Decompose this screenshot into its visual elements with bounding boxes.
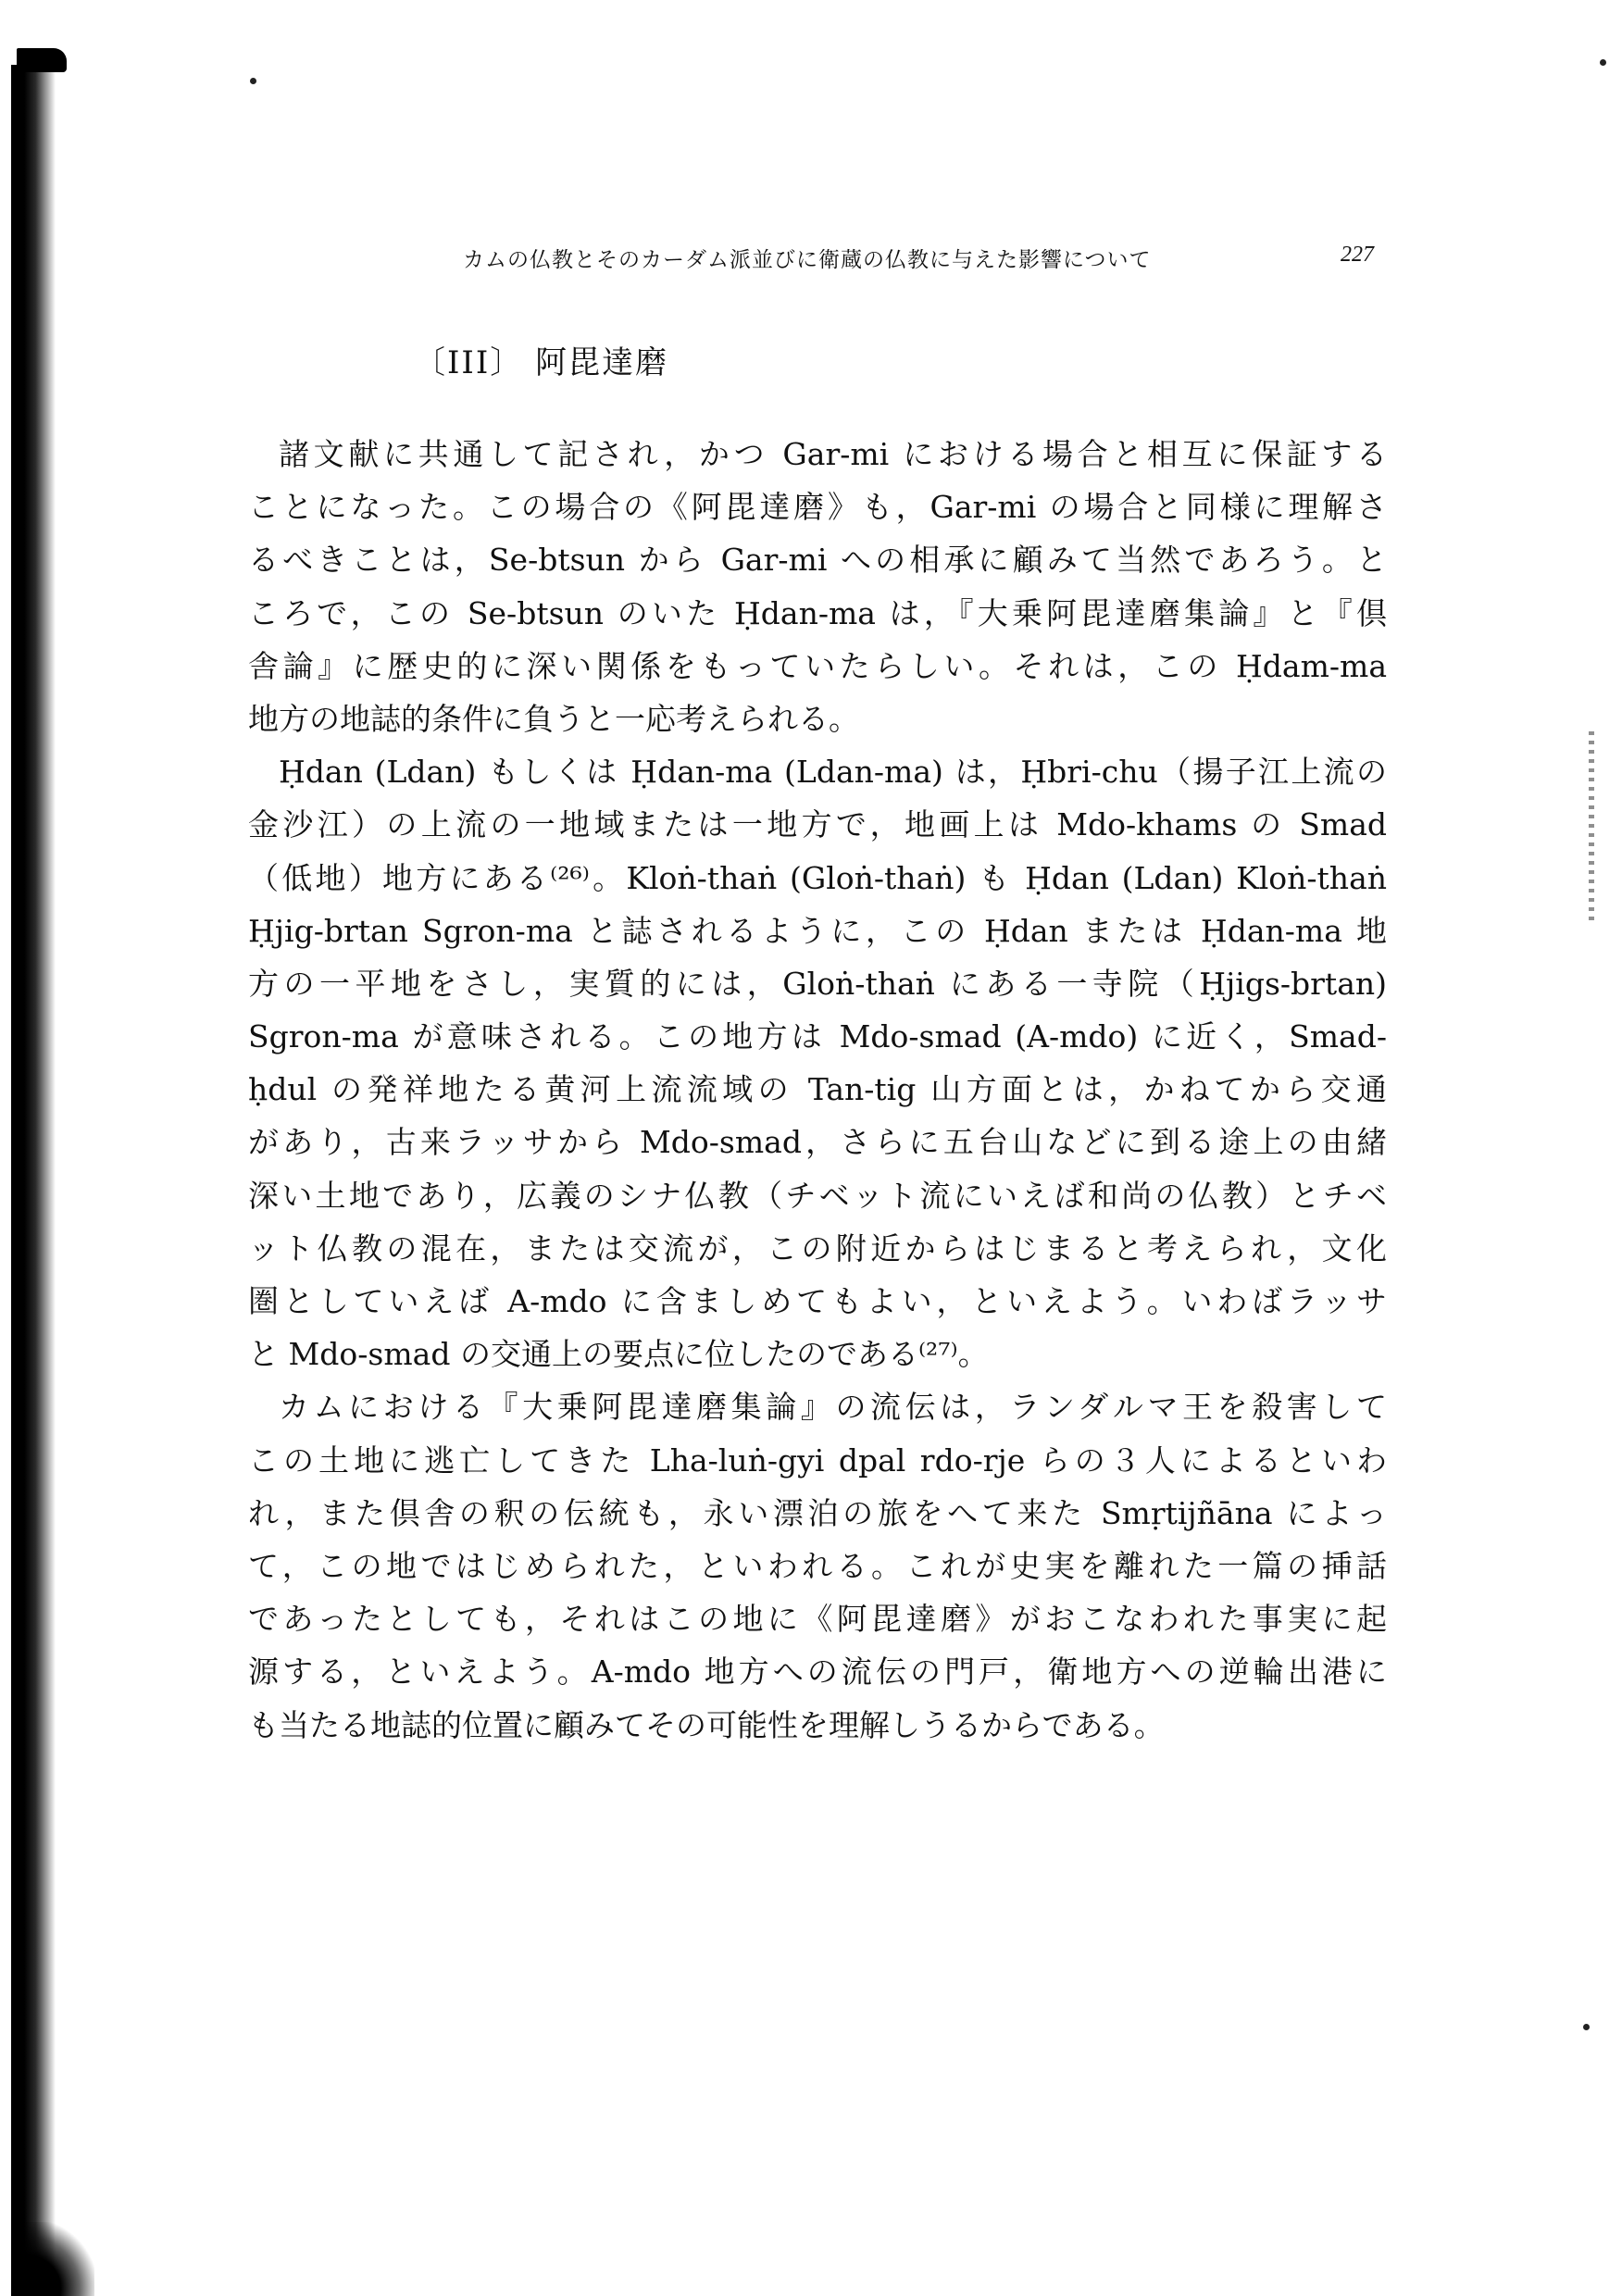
text-line: と Mdo-smad の交通上の要点に位したのである⁽²⁷⁾。 [248, 1336, 989, 1373]
scan-speck [1583, 2024, 1590, 2030]
text-line: て，この地ではじめられた，といわれる。これが史実を離れた一篇の挿話 [248, 1547, 1387, 1584]
page-number: 227 [1341, 243, 1374, 267]
text-line: カムにおける『大乗阿毘達磨集論』の流伝は，ランダルマ王を殺害して [279, 1389, 1387, 1426]
text-line: Ḥdan (Ldan) もしくは Ḥdan-ma (Ldan-ma) は，Ḥbri-chu（揚子江上流の [279, 754, 1387, 791]
text-line: （低地）地方にある⁽²⁶⁾。Kloṅ-thaṅ (Gloṅ-thaṅ) も Ḥdan (Ldan) Kloṅ-thaṅ [248, 859, 1387, 896]
text-line: Sgron-ma が意味される。この地方は Mdo-smad (A-mdo) に近く，Smad- [248, 1018, 1387, 1055]
text-line: この土地に逃亡してきた Lha-luṅ-gyi dpal rdo-rje らの３人によるといわ [248, 1441, 1387, 1479]
scan-speck [250, 78, 256, 84]
text-line: れ，また倶舎の釈の伝統も，永い漂泊の旅をへて来た Smṛtijñāna によっ [248, 1494, 1387, 1531]
text-line: があり，古来ラッサから Mdo-smad，さらに五台山などに到る途上の由緒 [248, 1124, 1387, 1161]
text-line: Ḥjig-brtan Sgron-ma と誌されるように，この Ḥdan または Ḥdan-ma 地 [248, 912, 1387, 949]
text-line: るべきことは，Se-btsun から Gar-mi への相承に顧みて当然であろう。と [248, 542, 1387, 579]
scan-binding-clip [17, 48, 67, 72]
text-line: ḥdul の発祥地たる黄河上流流域の Tan-tig 山方面とは，かねてから交通 [248, 1071, 1387, 1108]
text-line: ことになった。この場合の《阿毘達磨》も，Gar-mi の場合と同様に理解さ [248, 489, 1387, 526]
text-line: 舎論』に歴史的に深い関係をもっていたらしい。それは，この Ḥdam-ma [248, 647, 1387, 684]
text-line: 地方の地誌的条件に負うと一応考えられる。 [248, 700, 859, 737]
text-line: 圏としていえば A-mdo に含ましめてもよい，といえよう。いわばラッサ [248, 1283, 1387, 1319]
text-line: 金沙江）の上流の一地域または一地方で，地画上は Mdo-khams の Smad [248, 806, 1387, 843]
running-header: カムの仏教とそのカーダム派並びに衛蔵の仏教に与えた影響について [463, 248, 1152, 272]
text-line: 源する，といえよう。A-mdo 地方への流伝の門戸，衛地方への逆輪出港に [248, 1653, 1387, 1691]
text-line: も当たる地誌的位置に顧みてその可能性を理解しうるからである。 [248, 1706, 1165, 1743]
text-line: ころで，この Se-btsun のいた Ḥdan-ma は，『大乗阿毘達磨集論』と『倶 [248, 594, 1387, 631]
scan-margin-mark [1589, 731, 1594, 926]
section-heading: 〔III〕 阿毘達磨 [414, 344, 669, 381]
text-line: 深い土地であり，広義のシナ仏教（チベット流にいえば和尚の仏教）とチベ [248, 1177, 1387, 1214]
body-text [248, 428, 1387, 1752]
text-line: であったとしても，それはこの地に《阿毘達磨》がおこなわれた事実に起 [248, 1601, 1387, 1638]
text-line: 諸文献に共通して記され，かつ Gar-mi における場合と相互に保証する [279, 436, 1387, 472]
scan-binding-shadow [11, 65, 56, 2296]
text-line: 方の一平地をさし，実質的には，Gloṅ-thaṅ にある一寺院（Ḥjigs-brtan) [248, 965, 1387, 1002]
text-line: ット仏教の混在，または交流が，この附近からはじまると考えられ，文化 [248, 1229, 1387, 1267]
scan-speck [1600, 59, 1606, 66]
